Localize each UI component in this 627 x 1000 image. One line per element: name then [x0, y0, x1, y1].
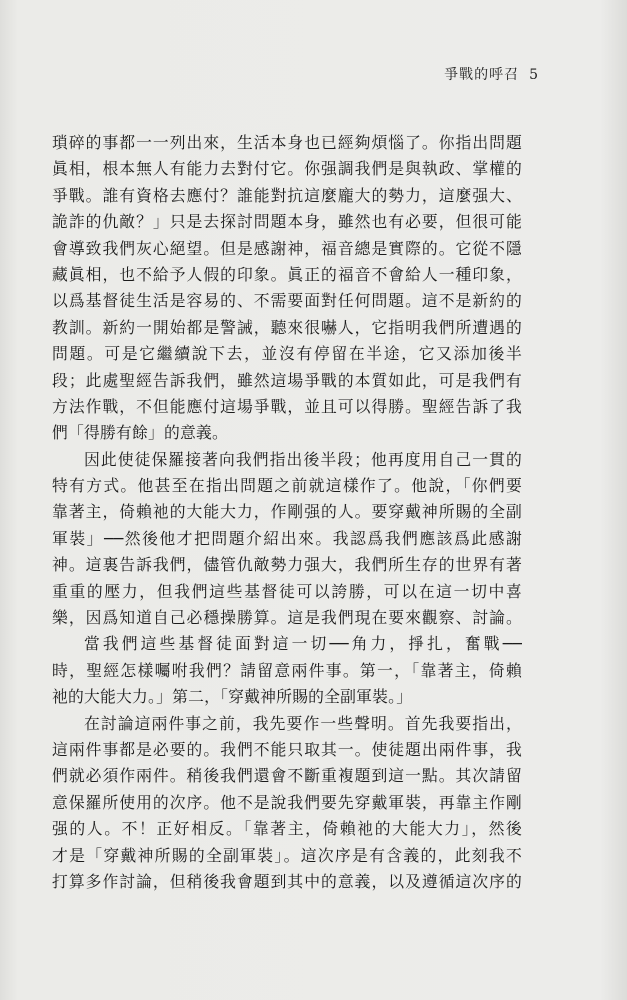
text-line: 爭戰。誰有資格去應付？誰能對抗這麼龐大的勢力，這麼强大、: [52, 185, 522, 205]
text-line: 强的人。不！正好相反。「靠著主，倚賴祂的大能大力」，然後: [52, 819, 522, 839]
text-line: 眞相，根本無人有能力去對付它。你强調我們是與執政、掌權的: [52, 159, 522, 179]
text-line: 段；此處聖經告訴我們，雖然這場爭戰的本質如此，可是我們有: [52, 370, 522, 390]
text-line: 祂的大能大力。」第二，「穿戴神所賜的全副軍裝。」: [52, 687, 413, 707]
chapter-title: 爭戰的呼召: [444, 67, 520, 83]
text-line: 教訓。新約一開始都是警誡，聽來很嚇人，它指明我們所遭遇的: [52, 317, 522, 337]
text-line: 因此使徒保羅接著向我們指出後半段；他再度用自己一貫的: [84, 449, 522, 469]
text-line: 當我們這些基督徒面對這一切──角力，掙扎，奮戰──: [84, 634, 522, 654]
text-line: 們就必須作兩件。稍後我們還會不斷重複題到這一點。其次請留: [52, 766, 522, 786]
text-line: 時，聖經怎樣囑咐我們？請留意兩件事。第一，「靠著主，倚賴: [52, 660, 522, 680]
text-line: 藏眞相，也不給予人假的印象。眞正的福音不會給人一種印象，: [52, 264, 522, 284]
text-line: 軍裝」──然後他才把問題介紹出來。我認爲我們應該爲此感謝: [52, 528, 522, 548]
text-line: 們「得勝有餘」的意義。: [52, 423, 228, 443]
text-line: 神。這裏告訴我們，儘管仇敵勢力强大，我們所生存的世界有著: [52, 555, 522, 575]
text-line: 詭詐的仇敵？」只是去探討問題本身，雖然也有必要，但很可能: [52, 212, 522, 232]
text-line: 特有方式。他甚至在指出問題之前就這樣作了。他說，「你們要: [52, 476, 522, 496]
text-line: 以爲基督徒生活是容易的、不需要面對任何問題。這不是新約的: [52, 291, 522, 311]
text-line: 樂，因爲知道自己必穩操勝算。這是我們現在要來觀察、討論。: [52, 608, 522, 628]
text-line: 方法作戰，不但能應付這場爭戰，並且可以得勝。聖經告訴了我: [52, 396, 522, 416]
text-line: 問題。可是它繼續說下去，並沒有停留在半途，它又添加後半: [52, 344, 522, 364]
text-line: 瑣碎的事都一一列出來，生活本身也已經夠煩惱了。你指出問題: [52, 133, 522, 152]
text-line: 這兩件事都是必要的。我們不能只取其一。使徒題出兩件事，我: [52, 739, 522, 759]
text-line: 靠著主，倚賴祂的大能大力，作剛强的人。要穿戴神所賜的全副: [52, 502, 522, 522]
text-line: 在討論這兩件事之前，我先要作一些聲明。首先我要指出，: [84, 713, 522, 733]
text-line: 才是「穿戴神所賜的全副軍裝」。這次序是有含義的，此刻我不: [52, 845, 522, 865]
text-line: 意保羅所使用的次序。他不是說我們要先穿戴軍裝，再靠主作剛: [52, 792, 522, 812]
text-line: 重重的壓力，但我們這些基督徒可以誇勝，可以在這一切中喜: [52, 581, 522, 601]
text-line: 打算多作討論，但稍後我會題到其中的意義，以及遵循這次序的: [52, 871, 522, 891]
text-line: 會導致我們灰心絕望。但是感謝神，福音總是實際的。它從不隱: [52, 238, 522, 258]
body-text: [52, 130, 522, 895]
page-number: 5: [529, 67, 539, 83]
running-header: [444, 64, 539, 84]
